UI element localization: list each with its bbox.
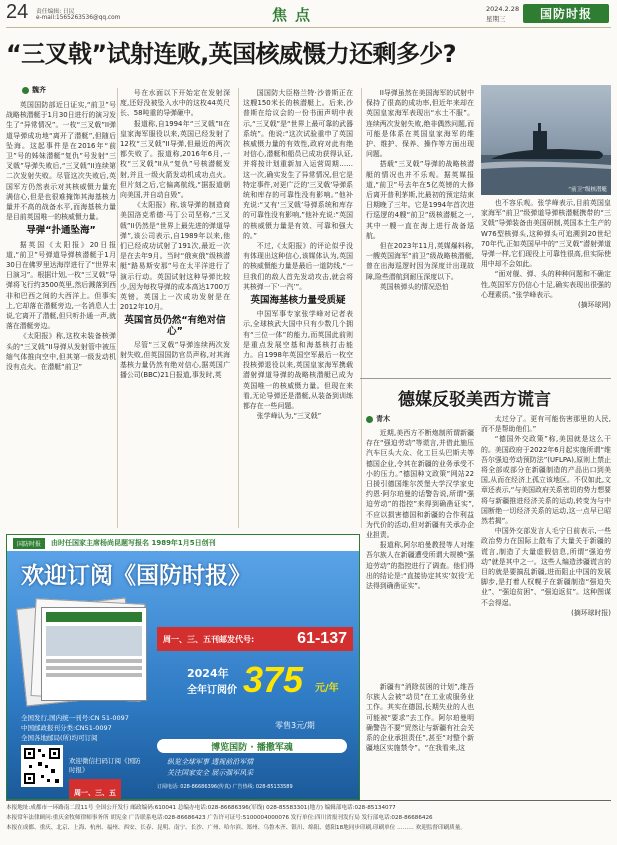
- price-year-label: 全年订阅价: [187, 685, 237, 696]
- editor-line: 责任编辑: 日民: [36, 9, 75, 15]
- qr-code-image: [21, 745, 63, 787]
- paragraph: 不过,《太阳报》的评论似乎没有体现出这种信心,该媒体认为,英国的核威慑能力量是最后一道防线,“一旦我们的敌人首先发动攻击,就会将其核弹一下‘一汽’”。: [243, 242, 353, 291]
- paragraph: 报道称,阿尔珀曼教授等人对维吾尔族人在新疆遭受所谓大规模“强迫劳动”的指控进行了调查。他们得出的结论是:“直接协定其实‘奴役’无法得到确凿证实”。: [366, 541, 474, 591]
- masthead-logo: [523, 4, 609, 23]
- column-rule: [117, 88, 118, 528]
- footer-line: 本报在成都、重庆、北京、上海、杭州、福州、西安、长春、昆明、南宁、长沙、广州、哈尔滨、郑州、乌鲁木齐、银川、绵阳、德阳18地同步印刷,印刷单位 ……… 欢迎监督印刷质量。: [6, 825, 466, 831]
- paragraph: 报道称,自1994年“三叉戟”II在皇家海军服役以来,英国已经发射了12枚“三叉戟”II导弹,但最近的两次都失败了。报道称,2016年6月,一枚“三叉戟”II从“复仇”号核潜艇发射,并且一级火箭发动机成功点火。但片刻之后,它偏离航线,“据报道朝向美国,并自动自毁”。: [120, 119, 230, 200]
- pen-icon: [22, 87, 29, 94]
- article1-column-5: [481, 198, 611, 373]
- article2-column-1: [366, 428, 474, 680]
- article2-rule: [360, 378, 611, 379]
- section-title: 焦点: [272, 6, 319, 24]
- article2-byline: [366, 414, 390, 424]
- paragraph: 据英国《太阳报》20日报道,“前卫”号弹道导弹核潜艇于1月30日在佛罗里达海岸进行了“世界末日演习”。根据计划,一枚“三叉戟”导弹将飞行约3500英里,然后溅落到西非和巴西之间的大西洋上。但事实上,它却落在潜艇旁边,一名消息人士说,它离开了潜艇,但只听扑通一声,就落在潜艇旁边。: [6, 240, 116, 331]
- author-name: 青木: [376, 415, 390, 423]
- byline: [22, 85, 46, 95]
- paragraph: 也不容乐观。张学峰表示,目前英国皇家海军“前卫”级弹道导弹核潜艇携带的“三叉戟”导弹装备由美国研制,英国本土生产的W76型核弹头,这种弹头可追溯到20世纪70年代,正如英国早中的“三叉戟”潜射弹道导弹一样,它们现役上可靠性很高,但实际使用中却不会如此。: [481, 199, 611, 269]
- newspaper-stack-image: [21, 597, 149, 705]
- article1-column-1: [6, 100, 116, 530]
- paragraph: II导弹虽然在美国海军的试射中保持了很高的成功率,但近年来却在英国皇家海军表现出“水土不服”。连续两次发射失败,绝非偶然问题,而可能是体系在英国皇家海军的维护、维护、保养、操作等方面出现问题。: [366, 89, 474, 159]
- issue-date: 2024.2.28: [486, 5, 520, 13]
- article2-column-2: [366, 682, 474, 796]
- page-header: [0, 0, 617, 30]
- subhead: 导弹“扑通坠海”: [26, 225, 96, 237]
- article1-column-3: [243, 88, 353, 530]
- qr-days-text: 周一、三、五: [74, 789, 116, 797]
- column-rule: [361, 88, 362, 528]
- paragraph: 尽管“三叉戟”导弹连续两次发射失败,但英国国防官员声称,对其海基核力量仍然有绝对信心,据英国广播公司(BBC)21日报道,事发时,英: [120, 340, 230, 380]
- issue-weekday: 星期三: [486, 15, 506, 23]
- ad-contacts: 订阅电话: 028-86686396(传真) 广告热线: 028-85133589: [157, 784, 293, 790]
- main-headline: “三叉戟”试射连败,英国核威慑力还剩多少?: [6, 40, 456, 68]
- footer-rule: [6, 800, 611, 801]
- paragraph: 新疆有“消除贫困的计划”,维吾尔族人会被“动员”在工业或服务业工作。其实在德国,长期失业的人也可能被“要求”去工作。阿尔珀曼明确警告不要“贸然让与新疆有社会关系的企业承担责任”,甚至“对整个新疆地区实施禁令”。“在我看来,这: [366, 683, 474, 753]
- masthead-logo-text: 国防时报: [539, 7, 592, 21]
- submarine-photo: [481, 85, 611, 195]
- ad-welcome: 欢迎订阅《国防时报》: [21, 562, 251, 589]
- subhead: 英国官员仍然“有绝对信心”: [124, 315, 226, 337]
- article1-column-4: [366, 88, 474, 368]
- footer-line: 本报地址:成都市一环路南二段11号 全国公开发行 邮政编码:610041 总编办电话:028-86686396(军线) 028-85583301(地方) 编辑部电话:028-85134077: [6, 805, 396, 811]
- qr-code: [21, 745, 63, 787]
- paragraph: 中国外交部发言人毛宁日前表示,一些政治势力在国际上散布了大量关于新疆的谎言,制造了大量虚假信息,所谓“强迫劳动”就是其中之一。这些人编造涉疆谎言的目的就是要搞乱新疆,进而阻止中国的发展脚步,是打着人权幌子在新疆制造“强迫失业”、“强迫贫困”、“强迫返贫”。这种图谋不会得逞。: [481, 527, 611, 607]
- article2-column-3: [481, 414, 611, 796]
- email-line: e-mail:1565263536@qq.com: [36, 15, 121, 21]
- paragraph: 近期,美西方不断炮制所谓新疆存在“强迫劳动”等谎言,并借此施压汽车巨头大众、化工巨头巴斯夫等德国企业,令其在新疆的业务承受不小的压力。”德国种文政策”网站22日援引德国维尔茨堡大学汉学家史约恩·阿尔珀曼的话警告说,所谓“强迫劳动”的指控”来得到确凿证实”,不应以损害德国和新疆的合作利益为代价的活动,但对新疆有关承办企业担责。: [366, 429, 474, 540]
- paragraph: 中国军事专家张学峰对记者表示,全球核武大国中只有少数几个拥有“三位一体”的能力,而英国此前则是重点发展空基和海基核打击能力。自1998年英国空军最后一枚空投核弹退役以来,英国皇家海军携载潜射弹道导弹的战略核潜艇已成为英国唯一的核威慑力量。但现在来看,无论导弹还是潜艇,从装备到训练都存在一些问题。: [243, 310, 353, 411]
- paragraph: 国国防大臣格兰特·沙普斯正在这艘150米长的核潜艇上。后来,沙普斯在给议会的一份书面声明中表示,“三叉戟”是“世界上最可靠的武器系统”。他说:“这次试验重申了英国核威慑力量的有效性,政府对此有绝对信心,潜艇和船员已成功获得认证,并将按计划重新加入运营周期……这一次,确实发生了异常情况,但它是特定事件,对更广泛的‘三叉戟’导弹系统和库存的可靠性没有影响。”他补充说:“又有‘三叉戟’导弹系统和库存的可靠性没有影响,”他补充说:“英国的核威慑力量是有效、可靠和强大的。”: [243, 89, 353, 240]
- column-rule: [238, 88, 239, 528]
- submarine-image: [481, 85, 611, 195]
- page-number: 24: [6, 1, 29, 23]
- ad-info-item: 全国发行,国内统一刊号:CN 51-0097: [21, 714, 129, 722]
- paragraph: 英国核弹头的情况恐怕: [379, 282, 449, 291]
- qr-caption: 欢迎微信扫码订阅《国防时报》: [69, 757, 141, 774]
- paragraph: 但在2023年11月,英媒爆料称,一艘英国海军“前卫”级战略核潜艇,曾在出海巡逻时因为深度计出现故障,险些潜航到耐压深度以下。: [366, 242, 474, 281]
- paragraph: 号在水面以下开始定在发射深度,还好没被坠入水中的这枚44英尺长、58吨重的导弹砸中。: [120, 89, 230, 118]
- paragraph: “面对舰、弹、头的种种问题和不确定性,英国军方仍信心十足,确实表现出很强的心理素质。”张学峰表示。: [481, 270, 611, 299]
- subhead: 英国海基核力量受质疑: [250, 295, 346, 307]
- subscription-ad: [6, 534, 360, 800]
- footer-line: 本报常年法律顾问:重庆金牧师律师事务所 胡宪金 广告联系电话:028-86686423 广告许可证号:5100004000076 发行单位:四川省报刊发行局 发行部电话:028-86686426: [6, 815, 433, 821]
- paragraph: 张学峰认为,“三叉戟”: [256, 412, 322, 421]
- price-block: [187, 657, 353, 717]
- qr-days: [69, 779, 121, 800]
- footer: [6, 803, 611, 833]
- author-name: 魏齐: [32, 86, 46, 94]
- paragraph: 搭载“三叉戟”导弹的战略核潜艇的情况也并不乐观。据英媒报道,“前卫”号去年在5亿英镑的大修后离开普利茅斯,比最初的预定结束日期晚了三年。它是1994年首次进行巡逻的4艘“前卫”级核潜艇之一,其中一艘一直在海上进行战备巡航。: [366, 160, 474, 240]
- slogan-badge: [157, 739, 347, 753]
- paragraph: 《太阳报》称,这枚未装备核弹头的“三叉戟”II导弹从发射管中被压缩气体推向空中,但其第一级发动机没有点火。在潜艇“前卫”: [6, 332, 116, 372]
- paragraph: 太过分了。更有可能伤害那里的人民,而不是帮助他们。”: [481, 415, 611, 434]
- source-note: (摘环球时报): [571, 608, 611, 617]
- ad-info-item: 全国各地邮局(所)均可订阅: [21, 734, 98, 742]
- ad-info-item: 中国邮政报刊分类:CN51-0097: [21, 724, 112, 732]
- slogan-line: 纵览全球军事 透视前沿军情: [167, 758, 254, 766]
- article2-title: 德媒反驳美西方谎言: [398, 390, 551, 410]
- pen-icon: [366, 416, 373, 423]
- paragraph: “德国外交政策”称,美国就是这么干的。美国政府于2022年6月起实施所谓“维吾尔强迫劳动预防法”(UFLPA),原则上禁止将全部或部分在新疆制造的产品出口到美国,从而在经济上孤立该地区。不仅如此,文章还表示,“与美国政府关系密切的势力想要将与新疆推进经济关系的运动,转变为与中国断绝一切经济关系的运动,这一点早已昭然若揭”。: [481, 435, 611, 526]
- article1-column-2: [120, 88, 230, 530]
- price-unit: 元/年: [315, 683, 339, 694]
- ad-info-list: [21, 713, 129, 743]
- price-year: 2024年: [187, 667, 229, 680]
- slogan-line: 关注国家安全 展示强军风采: [167, 769, 254, 777]
- paragraph: 英国国防部近日证实,“前卫”号战略核潜艇于1月30日进行的演习发生了“异常情况”。一枚“三叉戟”II弹道导弹成功地“离开了潜艇”,但随后坠海。这起事件是在2016年“前卫”号的姊妹潜艇“复仇”号发射“三叉戟”导弹失败后,“三叉戟”II连续第二次发射失败。尽管这次失败后,英国军方仍然表示对其核威慑力量充满信心,但是也很难掩饰其海基核力量并不高的战备水平,而海基核力量是目前英国唯一的核威慑力量。: [6, 101, 116, 222]
- photo-caption: “前卫”级核潜艇: [568, 187, 607, 193]
- mail-code-banner: [157, 627, 353, 651]
- mail-code: 61-137: [297, 630, 347, 647]
- slogan-text: 博览国防 · 播撒军魂: [211, 742, 293, 753]
- paragraph: 《太阳报》称,该导弹的制造商美国洛克希德·马丁公司坚称,“三叉戟”II仍然是“世界上最先进的弹道导弹”,该公司表示,自1989年以来,他们已经成功试射了191次,最近一次是在去年9月。当时“俄亥俄”级核潜艇“路易斯安那”号在太平洋进行了演示行动。英国试射这种导弹比较少,因为每枚导弹的成本高达1700万英镑。英国上一次成功发射是在2012年10月。: [120, 201, 230, 312]
- source-note: (摘环球网): [578, 301, 611, 310]
- header-rule: [6, 27, 611, 28]
- ad-topline-text: 由时任国家主席杨尚昆题写报名 1989年1月5日创刊: [51, 539, 216, 547]
- price-value: 375: [243, 659, 304, 700]
- ad-topline: [7, 535, 359, 551]
- mail-code-label: 周一、三、五刊邮发代号:: [163, 634, 255, 644]
- retail-price: 零售3元/期: [275, 721, 315, 730]
- mini-logo: 国防时报: [13, 538, 45, 549]
